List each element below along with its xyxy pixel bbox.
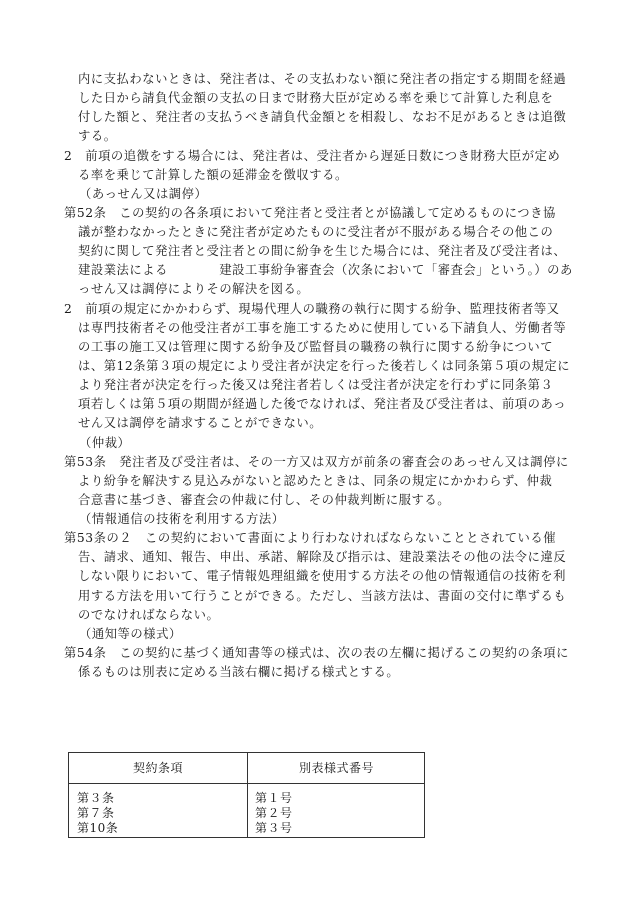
text-line: は、第12条第３項の規定により受注者が決定を行った後若しくは同条第５項の規定に <box>78 359 571 373</box>
text-line: 2 前項の追徴をする場合には、発注者は、受注者から遅延日数につき財務大臣が定め <box>64 149 561 163</box>
text-line: より発注者が決定を行った後又は発注者若しくは受注者が決定を行わずに同条第３ <box>78 378 554 392</box>
article-52: 第52条 この契約の各条項において発注者と受注者とが協議して定めるものにつき協 <box>64 206 556 220</box>
table-cell-clause: 第10条 <box>77 821 119 835</box>
section-heading: （情報通信の技術を利用する方法） <box>79 512 285 526</box>
text-line: る率を乗じて計算した額の延滞金を徴収する。 <box>78 168 348 182</box>
article-53: 第53条 発注者及び受注者は、その一方又は双方が前条の審査会のあっせん又は調停に <box>64 455 569 469</box>
table-cell-form-number: 第１号 <box>255 791 293 805</box>
table-divider <box>69 783 424 784</box>
text-line: した日から請負代金額の支払の日まで財務大臣が定める率を乗じて計算した利息を <box>78 91 554 105</box>
section-heading: （仲裁） <box>79 436 131 450</box>
text-line: 建設業法による 建設工事紛争審査会（次条において「審査会」という。）のあ <box>78 263 573 277</box>
article-54: 第54条 この契約に基づく通知書等の様式は、次の表の左欄に掲げるこの契約の条項に <box>64 646 569 660</box>
text-line: 内に支払わないときは、発注者は、その支払わない額に発注者の指定する期間を経過 <box>78 72 567 86</box>
text-line: は専門技術者その他受注者が工事を施工するために使用している下請負人、労働者等 <box>78 321 567 335</box>
text-line: する。 <box>78 129 117 143</box>
text-line: のでなければならない。 <box>78 608 220 622</box>
text-line: っせん又は調停によりその解決を図る。 <box>78 282 310 296</box>
text-line: 告、請求、通知、報告、申出、承諾、解除及び指示は、建設業法その他の法令に違反 <box>78 550 567 564</box>
text-line: 付した額と、発注者の支払うべき請負代金額とを相殺し、なお不足があるときは追徴 <box>78 110 567 124</box>
table-cell-form-number: 第３号 <box>255 821 293 835</box>
table-cell-clause: 第７条 <box>77 806 115 820</box>
text-line: 2 前項の規定にかかわらず、現場代理人の職務の執行に関する紛争、監理技術者等又 <box>64 302 560 316</box>
table-header-clause: 契約条項 <box>132 761 183 775</box>
text-line: 議が整わなかったときに発注者が定めたものに受注者が不服がある場合その他この <box>78 225 554 239</box>
text-line: 合意書に基づき、審査会の仲裁に付し、その仲裁判断に服する。 <box>78 493 451 507</box>
text-line: 契約に関して発注者と受注者との間に紛争を生じた場合には、発注者及び受注者は、 <box>78 244 567 258</box>
text-line: より紛争を解決する見込みがないと認めたときは、同条の規定にかかわらず、仲裁 <box>78 474 553 488</box>
text-line: 項若しくは第５項の期間が経過した後でなければ、発注者及び受注者は、前項のあっ <box>78 397 567 411</box>
section-heading: （通知等の様式） <box>79 627 182 641</box>
text-line: 用する方法を用いて行うことができる。ただし、当該方法は、書面の交付に準ずるも <box>78 589 567 603</box>
text-line: せん又は調停を請求することができない。 <box>78 416 323 430</box>
text-line: 係るものは別表に定める当該右欄に掲げる様式とする。 <box>78 665 400 679</box>
article-53-2: 第53条の２ この契約において書面により行わなければならないこととされている催 <box>64 531 557 545</box>
table-header-form-number: 別表様式番号 <box>298 761 374 775</box>
table-cell-form-number: 第２号 <box>255 806 293 820</box>
table-cell-clause: 第３条 <box>77 791 115 805</box>
text-line: の工事の施工又は管理に関する紛争及び監督員の職務の執行に関する紛争について <box>78 340 554 354</box>
section-heading: （あっせん又は調停） <box>79 187 208 201</box>
text-line: しない限りにおいて、電子情報処理組織を使用する方法その他の情報通信の技術を利 <box>78 569 566 583</box>
form-table <box>68 752 425 838</box>
